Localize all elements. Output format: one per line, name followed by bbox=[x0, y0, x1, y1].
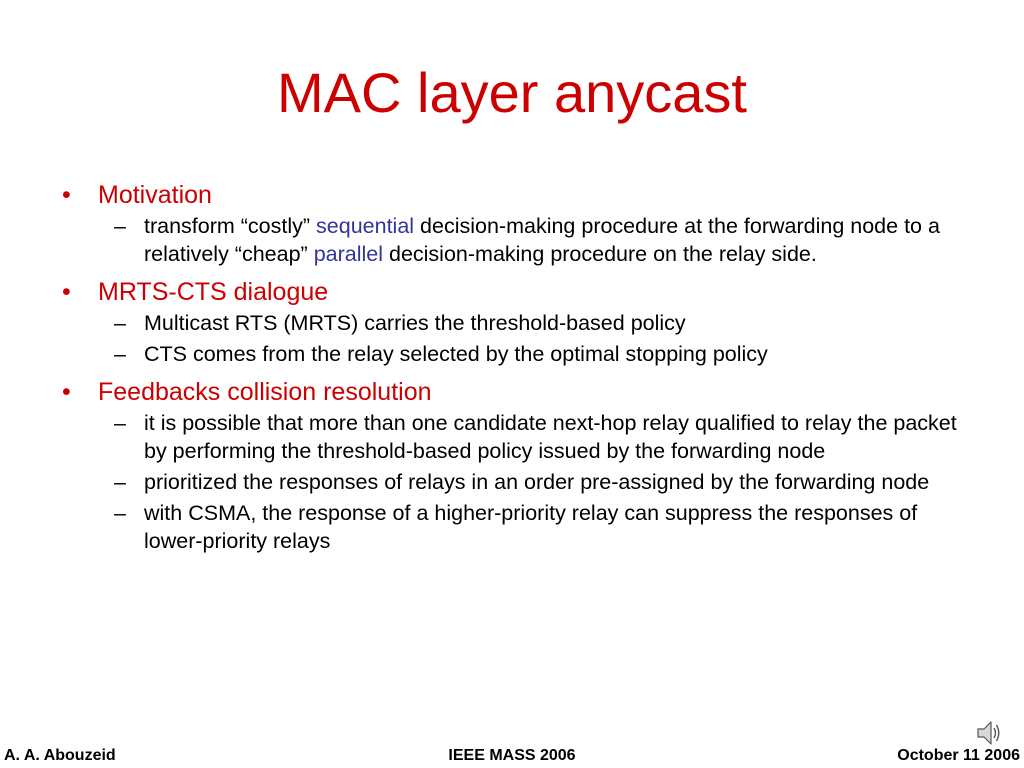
sub-bullet-text: CTS comes from the relay selected by the optimal stopping policy bbox=[144, 341, 768, 366]
text-run: decision-making procedure at the forwarding node to a relatively “cheap” bbox=[144, 214, 940, 266]
sub-bullet-text: Multicast RTS (MRTS) carries the threshold-based policy bbox=[144, 310, 686, 335]
speaker-icon[interactable] bbox=[976, 718, 1002, 748]
bullet-label: Feedbacks collision resolution bbox=[98, 377, 432, 406]
sub-bullet-dash: – bbox=[114, 341, 126, 366]
slide-title: MAC layer anycast bbox=[277, 61, 747, 124]
sub-bullet bbox=[114, 500, 962, 556]
sub-bullet-text: with CSMA, the response of a higher-priority relay can suppress the responses of lower-priority relays bbox=[144, 500, 918, 553]
sub-bullet-text: prioritized the responses of relays in an order pre-assigned by the forwarding node bbox=[144, 469, 930, 494]
bullet-mrts-cts bbox=[62, 277, 962, 307]
sub-bullet-text bbox=[144, 213, 962, 269]
sub-bullet-dash: – bbox=[114, 310, 126, 335]
sub-bullet-dash: – bbox=[114, 410, 126, 435]
sub-bullet-dash: – bbox=[114, 469, 126, 494]
text-run: decision-making procedure on the relay side. bbox=[383, 241, 817, 266]
bullet-dot: • bbox=[62, 181, 71, 209]
text-run: transform “costly” bbox=[144, 214, 317, 238]
footer-date: October 11 2006 bbox=[897, 747, 1020, 764]
bullet-label: Motivation bbox=[98, 181, 212, 209]
footer-author: A. A. Abouzeid bbox=[4, 747, 116, 764]
bullet-label: MRTS-CTS dialogue bbox=[98, 277, 329, 306]
sub-bullet bbox=[114, 310, 962, 338]
sub-bullet bbox=[114, 469, 962, 497]
sub-bullet-dash: – bbox=[114, 500, 126, 525]
bullet-motivation bbox=[62, 180, 962, 210]
bullet-dot: • bbox=[62, 277, 71, 306]
sub-bullet-dash: – bbox=[114, 214, 126, 238]
footer-venue: IEEE MASS 2006 bbox=[448, 747, 576, 764]
bullet-feedbacks bbox=[62, 377, 962, 407]
sub-bullet bbox=[114, 341, 962, 369]
highlight-parallel: parallel bbox=[313, 241, 384, 266]
sub-bullet bbox=[114, 213, 962, 269]
sub-bullet-text: it is possible that more than one candidate next-hop relay qualified to relay the packet by performing the threshold-based policy issued by the forwarding node bbox=[144, 410, 957, 463]
slide-body bbox=[62, 180, 962, 555]
highlight-sequential: sequential bbox=[316, 214, 415, 238]
sub-bullet bbox=[114, 410, 962, 466]
bullet-dot: • bbox=[62, 377, 71, 406]
